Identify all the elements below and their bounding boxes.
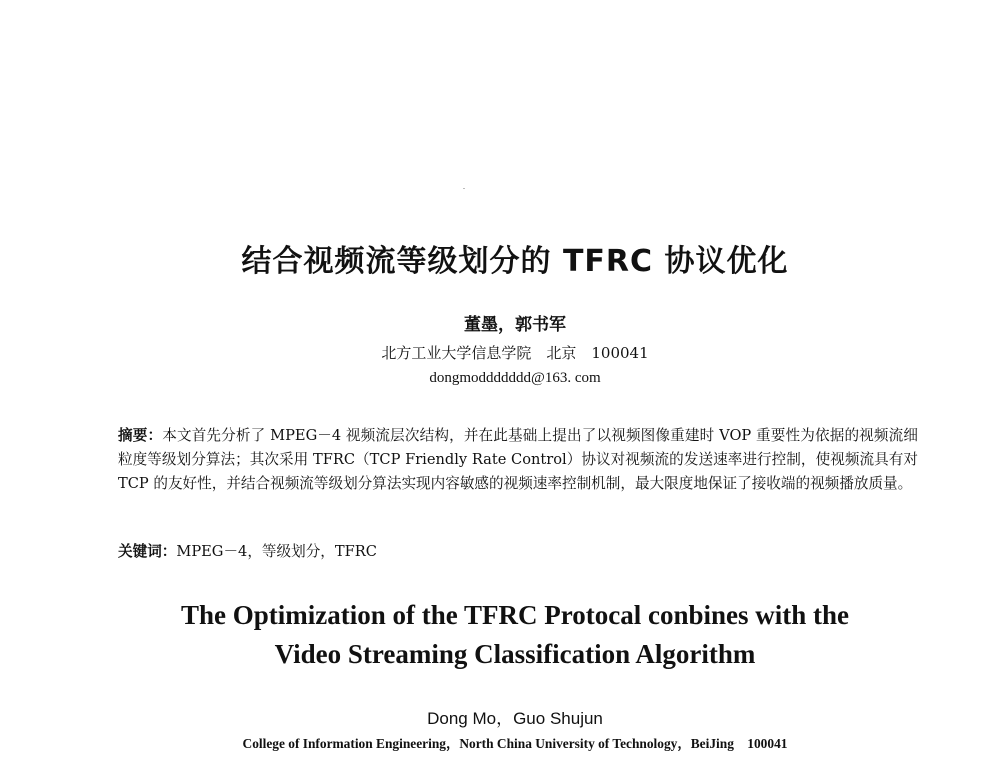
paper-title-english [0,596,1000,674]
abstract-text: 本文首先分析了 MPEG－4 视频流层次结构，并在此基础上提出了以视频图像重建时 VOP 重要性为依据的视频流细粒度等级划分算法；其次采用 TFRC（TCP Friendly Rate Control）协议对视频流的发送速率进行控制，使视频流具有对 TCP 的友好性，并结合视频流等级划分算法实现内容敏感的视频速率控制机制，最大限度地保证了接收端的视频播放质量。 [118,427,918,492]
title-english-line-2: Video Streaming Classification Algorithm [274,639,756,669]
abstract-label: 摘要： [118,427,163,444]
affiliation-chinese: 北方工业大学信息学院 北京 100041 [381,344,649,362]
authors-chinese: 董墨，郭书军 [464,315,566,335]
title-english-line-1: The Optimization of the TFRC Protocal conbines with the [181,600,849,630]
paper-title-chinese: 结合视频流等级划分的 TFRC 协议优化 [241,244,789,279]
keywords-chinese [118,542,918,562]
keywords-text: MPEG－4，等级划分，TFRC [176,543,377,560]
authors-english: Dong Mo，Guo Shujun [427,709,603,728]
author-email: dongmoddddddd@163. com [429,370,601,386]
affiliation-english: College of Information Engineering，North China University of Technology，BeiJing 100041 [242,736,788,751]
keywords-label: 关键词： [118,543,177,560]
abstract-chinese [118,424,918,496]
scan-speck [463,188,465,189]
